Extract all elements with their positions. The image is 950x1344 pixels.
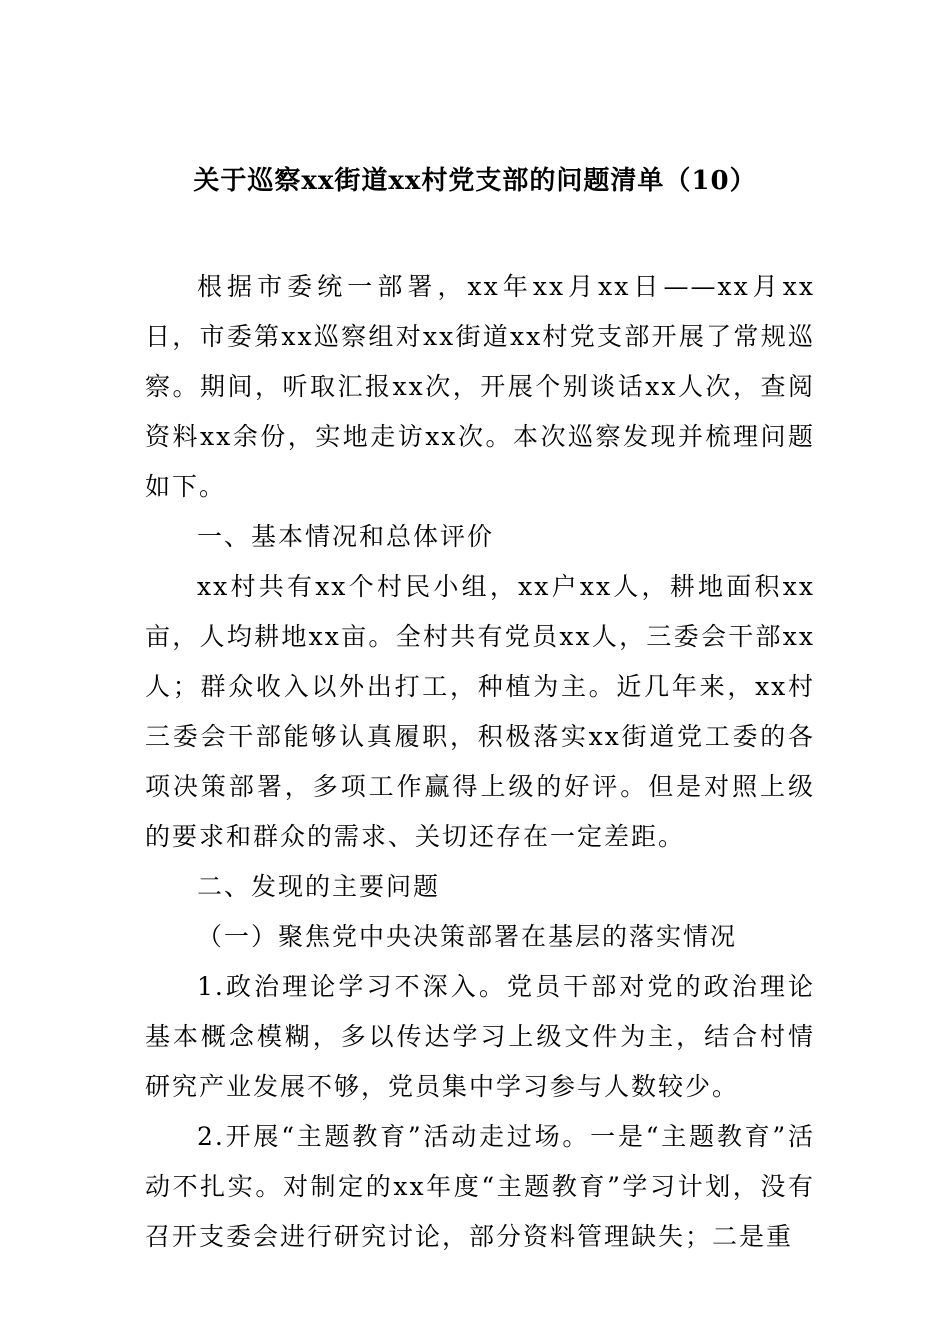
document-body bbox=[145, 262, 815, 1262]
heading-section-2: 二、发现的主要问题 bbox=[197, 872, 441, 901]
heading-subsection-1: （一）聚焦党中央决策部署在基层的落实情况 bbox=[197, 922, 738, 951]
document-title: 关于巡察xx街道xx村党支部的问题清单（10） bbox=[193, 166, 757, 196]
paragraph-item-1: 1.政治理论学习不深入。党员干部对党的政治理论基本概念模糊，多以传达学习上级文件为主，结合村情研究产业发展不够，党员集中学习参与人数较少。 bbox=[145, 972, 815, 1101]
paragraph-basic-situation: xx村共有xx个村民小组，xx户xx人，耕地面积xx亩，人均耕地xx亩。全村共有党员xx人，三委会干部xx人；群众收入以外出打工，种植为主。近几年来，xx村三委会干部能够认真履职，积极落实xx街道党工委的各项决策部署，多项工作赢得上级的好评。但是对照上级的要求和群众的需求、关切还存在一定差距。 bbox=[145, 572, 815, 851]
heading-section-1: 一、基本情况和总体评价 bbox=[197, 522, 495, 551]
paragraph-item-2: 2.开展“主题教育”活动走过场。一是“主题教育”活动不扎实。对制定的xx年度“主题教育”学习计划，没有召开支委会进行研究讨论，部分资料管理缺失；二是重 bbox=[145, 1122, 815, 1251]
paragraph-intro: 根据市委统一部署，xx年xx月xx日——xx月xx日，市委第xx巡察组对xx街道xx村党支部开展了常规巡察。期间，听取汇报xx次，开展个别谈话xx人次，查阅资料xx余份，实地走访xx次。本次巡察发现并梳理问题如下。 bbox=[145, 272, 815, 501]
